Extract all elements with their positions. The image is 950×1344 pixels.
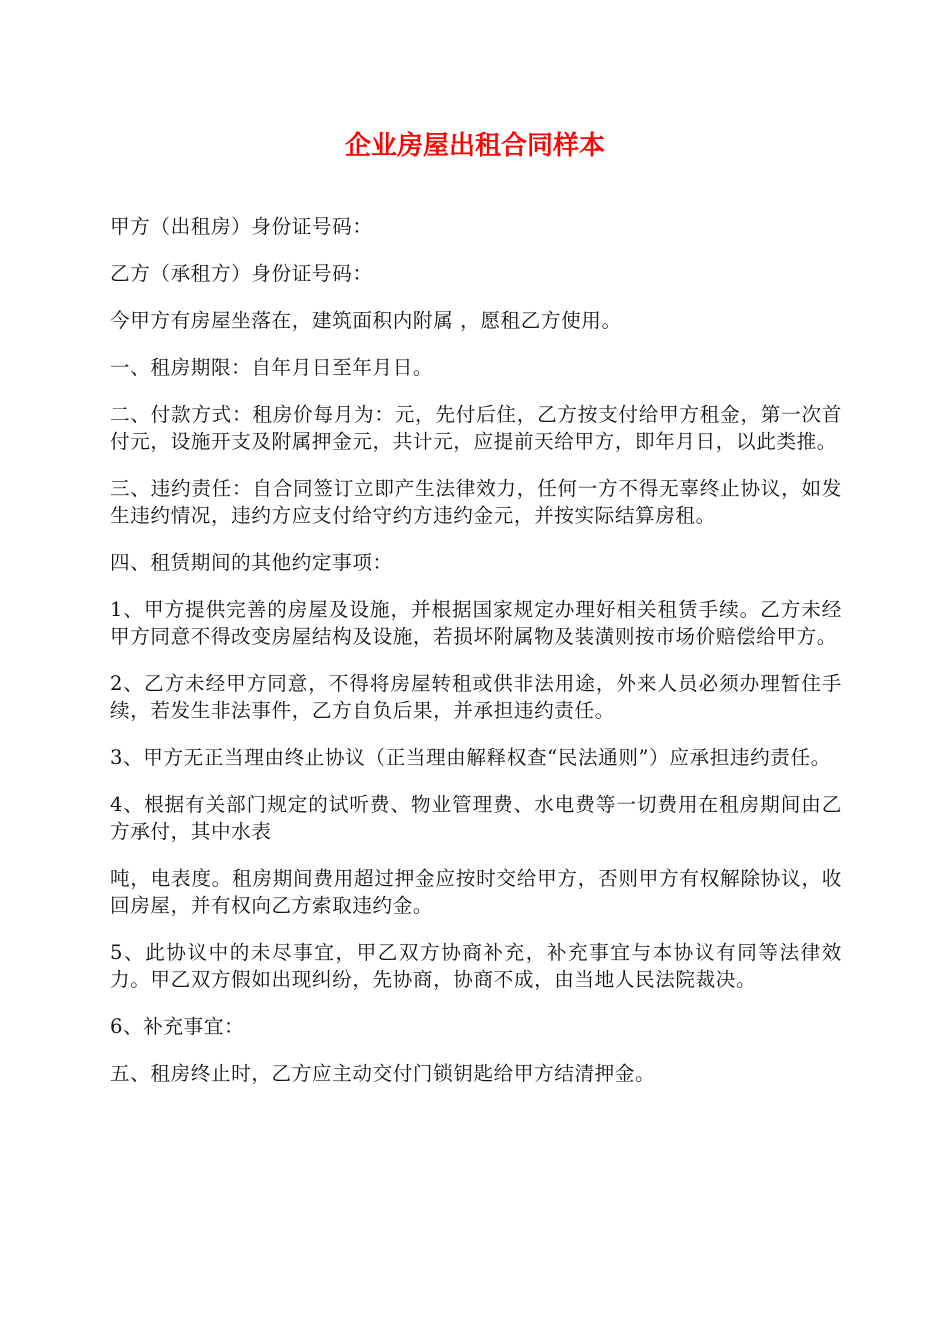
document-title: 企业房屋出租合同样本 bbox=[344, 131, 605, 161]
term-item-1: 1、甲方提供完善的房屋及设施，并根据国家规定办理好相关租赁手续。乙方未经甲方同意不得改变房屋结构及设施，若损坏附属物及装潢则按市场价赔偿给甲方。 bbox=[110, 598, 842, 648]
term-item-5: 5、此协议中的未尽事宜，甲乙双方协商补充，补充事宜与本协议有同等法律效力。甲乙双方假如出现纠纷，先协商，协商不成，由当地人民法院裁决。 bbox=[110, 941, 842, 991]
document-body bbox=[110, 213, 842, 1107]
term-item-3: 3、甲方无正当理由终止协议（正当理由解释权查“民法通则”）应承担违约责任。 bbox=[110, 746, 831, 769]
clause-rental-term: 一、租房期限：自年月日至年月日。 bbox=[110, 356, 434, 379]
party-a-id-line: 甲方（出租房）身份证号码： bbox=[110, 215, 373, 238]
term-item-4-continued: 吨，电表度。租房期间费用超过押金应按时交给甲方，否则甲方有权解除协议，收回房屋，并有权向乙方索取违约金。 bbox=[110, 867, 842, 917]
party-b-id-line: 乙方（承租方）身份证号码： bbox=[110, 262, 373, 285]
clause-payment-method: 二、付款方式：租房价每月为：元，先付后住，乙方按支付给甲方租金，第一次首付元，设施开支及附属押金元，共计元，应提前天给甲方，即年月日，以此类推。 bbox=[110, 403, 842, 453]
clause-breach-liability: 三、违约责任：自合同签订立即产生法律效力，任何一方不得无辜终止协议，如发生违约情况，违约方应支付给守约方违约金元，并按实际结算房租。 bbox=[110, 477, 842, 527]
clause-termination: 五、租房终止时，乙方应主动交付门锁钥匙给甲方结清押金。 bbox=[110, 1062, 656, 1085]
term-item-6: 6、补充事宜： bbox=[110, 1015, 245, 1038]
clause-other-terms-heading: 四、租赁期间的其他约定事项： bbox=[110, 551, 393, 574]
term-item-4: 4、根据有关部门规定的试听费、物业管理费、水电费等一切费用在租房期间由乙方承付，其中水表 bbox=[110, 793, 842, 843]
property-description: 今甲方有房屋坐落在，建筑面积内附属 ，愿租乙方使用。 bbox=[110, 309, 622, 332]
term-item-2: 2、乙方未经甲方同意，不得将房屋转租或供非法用途，外来人员必须办理暂住手续，若发生非法事件，乙方自负后果，并承担违约责任。 bbox=[110, 672, 842, 722]
